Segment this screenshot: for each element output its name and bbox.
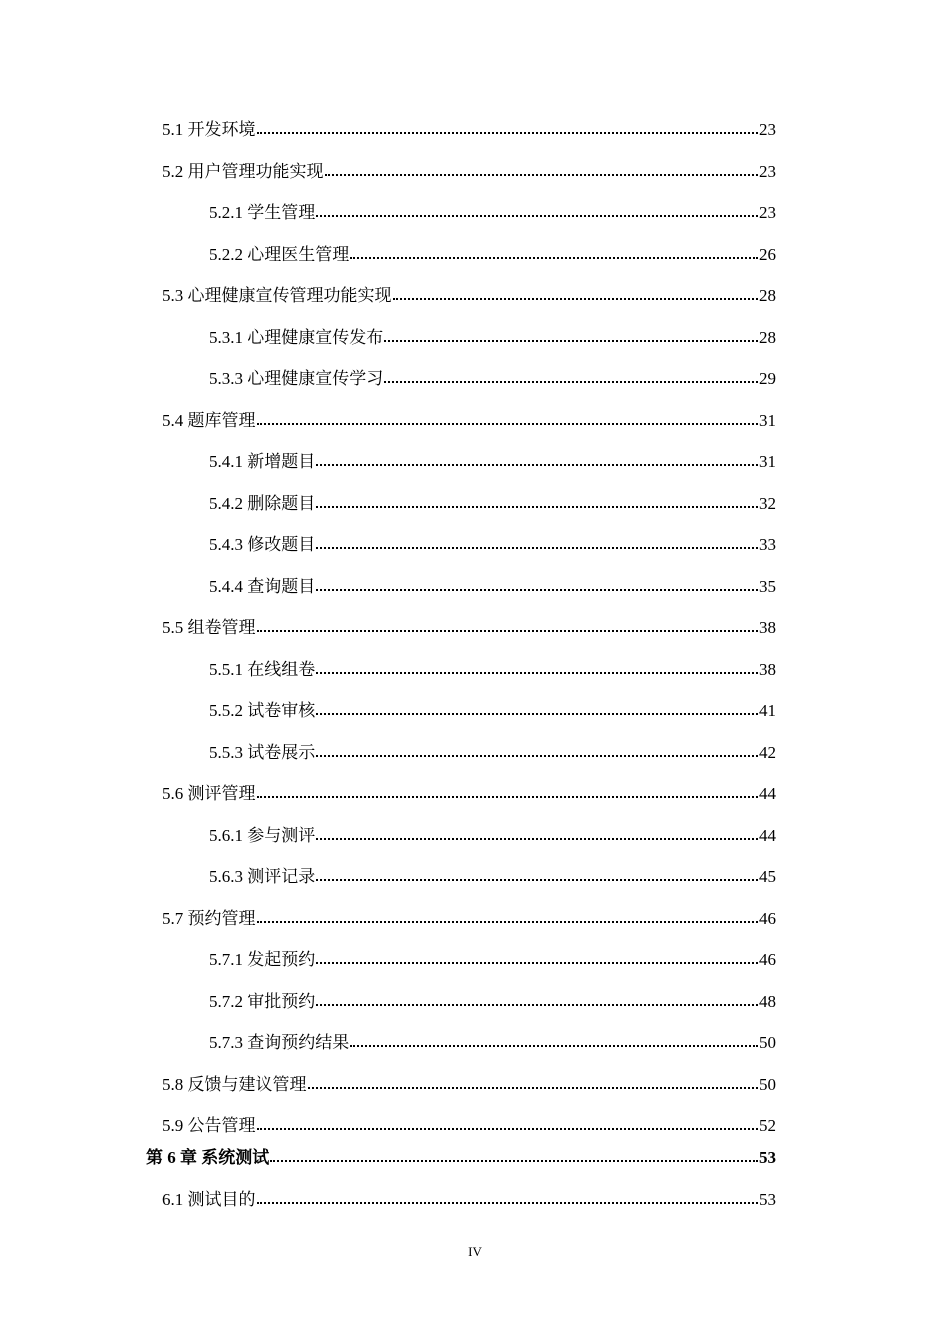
toc-entry-page: 48: [759, 992, 776, 1011]
toc-entry-title: 5.1 开发环境: [162, 120, 256, 139]
toc-entry-5-4[interactable]: [162, 409, 776, 433]
toc-entry-page: 23: [759, 162, 776, 181]
toc-entry-5-6-3[interactable]: [209, 865, 776, 889]
toc-entry-title: 5.2.2 心理医生管理: [209, 245, 350, 264]
toc-entry-5-5-3[interactable]: [209, 741, 776, 765]
dot-leader: [316, 533, 758, 549]
toc-entry-5-2[interactable]: [162, 160, 776, 184]
dot-leader: [257, 118, 759, 134]
toc-entry-title: 5.4.4 查询题目: [209, 577, 316, 596]
toc-entry-title: 5.9 公告管理: [162, 1116, 256, 1135]
toc-entry-title: 5.8 反馈与建议管理: [162, 1075, 307, 1094]
toc-entry-chapter-6[interactable]: [146, 1146, 776, 1170]
dot-leader: [316, 699, 758, 715]
toc-entry-title: 5.4.1 新增题目: [209, 452, 316, 471]
toc-entry-5-9[interactable]: [162, 1114, 776, 1138]
dot-leader: [257, 616, 759, 632]
toc-entry-page: 38: [759, 660, 776, 679]
dot-leader: [350, 1031, 758, 1047]
toc-entry-page: 32: [759, 494, 776, 513]
dot-leader: [384, 367, 758, 383]
toc-entry-5-2-1[interactable]: [209, 201, 776, 225]
toc-entry-title: 5.5.2 试卷审核: [209, 701, 316, 720]
toc-entry-page: 31: [759, 452, 776, 471]
dot-leader: [316, 948, 758, 964]
toc-entry-5-1[interactable]: [162, 118, 776, 142]
toc-entry-title: 5.6 测评管理: [162, 784, 256, 803]
toc-entry-page: 45: [759, 867, 776, 886]
dot-leader: [270, 1146, 758, 1162]
toc-entry-5-5-1[interactable]: [209, 658, 776, 682]
dot-leader: [257, 409, 759, 425]
toc-entry-page: 50: [759, 1075, 776, 1094]
toc-entry-title: 5.2 用户管理功能实现: [162, 162, 324, 181]
toc-entry-5-3[interactable]: [162, 284, 776, 308]
dot-leader: [316, 990, 758, 1006]
toc-entry-title: 5.3 心理健康宣传管理功能实现: [162, 286, 392, 305]
toc-entry-5-6-1[interactable]: [209, 824, 776, 848]
toc-entry-page: 28: [759, 328, 776, 347]
toc-entry-page: 35: [759, 577, 776, 596]
toc-entry-page: 46: [759, 909, 776, 928]
toc-entry-page: 31: [759, 411, 776, 430]
dot-leader: [316, 201, 758, 217]
toc-entry-page: 28: [759, 286, 776, 305]
dot-leader: [316, 492, 758, 508]
toc-entry-6-1[interactable]: [162, 1188, 776, 1212]
toc-entry-page: 42: [759, 743, 776, 762]
toc-entry-title: 第 6 章 系统测试: [146, 1148, 270, 1167]
toc-entry-title: 5.3.1 心理健康宣传发布: [209, 328, 384, 347]
toc-entry-5-8[interactable]: [162, 1073, 776, 1097]
toc-entry-page: 52: [759, 1116, 776, 1135]
toc-entry-page: 44: [759, 826, 776, 845]
dot-leader: [316, 741, 758, 757]
toc-entry-page: 50: [759, 1033, 776, 1052]
dot-leader: [325, 160, 759, 176]
dot-leader: [316, 865, 758, 881]
toc-entry-5-7[interactable]: [162, 907, 776, 931]
toc-entry-page: 38: [759, 618, 776, 637]
toc-entry-5-4-1[interactable]: [209, 450, 776, 474]
toc-entry-title: 5.3.3 心理健康宣传学习: [209, 369, 384, 388]
toc-entry-5-2-2[interactable]: [209, 243, 776, 267]
toc-entry-page: 53: [759, 1148, 776, 1167]
toc-entry-5-4-2[interactable]: [209, 492, 776, 516]
toc-entry-page: 23: [759, 203, 776, 222]
dot-leader: [308, 1073, 759, 1089]
toc-entry-5-3-1[interactable]: [209, 326, 776, 350]
toc-entry-5-5-2[interactable]: [209, 699, 776, 723]
toc-entry-title: 5.7.1 发起预约: [209, 950, 316, 969]
toc-entry-5-7-1[interactable]: [209, 948, 776, 972]
toc-entry-5-6[interactable]: [162, 782, 776, 806]
toc-entry-page: 41: [759, 701, 776, 720]
toc-entry-title: 5.2.1 学生管理: [209, 203, 316, 222]
toc-entry-page: 23: [759, 120, 776, 139]
dot-leader: [384, 326, 758, 342]
page-number: IV: [468, 1244, 482, 1259]
toc-entry-page: 33: [759, 535, 776, 554]
toc-entry-5-3-3[interactable]: [209, 367, 776, 391]
dot-leader: [316, 824, 758, 840]
dot-leader: [393, 284, 759, 300]
toc-entry-page: 44: [759, 784, 776, 803]
dot-leader: [257, 1114, 759, 1130]
toc-entry-page: 26: [759, 245, 776, 264]
toc-entry-title: 5.4 题库管理: [162, 411, 256, 430]
toc-entry-title: 5.7.2 审批预约: [209, 992, 316, 1011]
dot-leader: [316, 658, 758, 674]
toc-entry-page: 29: [759, 369, 776, 388]
toc-entry-5-4-3[interactable]: [209, 533, 776, 557]
toc-entry-page: 53: [759, 1190, 776, 1209]
dot-leader: [257, 1188, 759, 1204]
dot-leader: [316, 575, 758, 591]
toc-entry-5-7-2[interactable]: [209, 990, 776, 1014]
toc-entry-title: 6.1 测试目的: [162, 1190, 256, 1209]
toc-entry-title: 5.5 组卷管理: [162, 618, 256, 637]
dot-leader: [316, 450, 758, 466]
dot-leader: [257, 782, 759, 798]
toc-entry-title: 5.5.1 在线组卷: [209, 660, 316, 679]
toc-entry-title: 5.6.3 测评记录: [209, 867, 316, 886]
dot-leader: [257, 907, 759, 923]
toc-entry-title: 5.4.2 删除题目: [209, 494, 316, 513]
toc-entry-5-5[interactable]: [162, 616, 776, 640]
toc-entry-title: 5.5.3 试卷展示: [209, 743, 316, 762]
toc-entry-title: 5.7 预约管理: [162, 909, 256, 928]
toc-entry-5-7-3[interactable]: [209, 1031, 776, 1055]
toc-entry-title: 5.7.3 查询预约结果: [209, 1033, 350, 1052]
toc-entry-page: 46: [759, 950, 776, 969]
toc-entry-title: 5.4.3 修改题目: [209, 535, 316, 554]
toc-entry-5-4-4[interactable]: [209, 575, 776, 599]
toc-entry-title: 5.6.1 参与测评: [209, 826, 316, 845]
dot-leader: [350, 243, 758, 259]
